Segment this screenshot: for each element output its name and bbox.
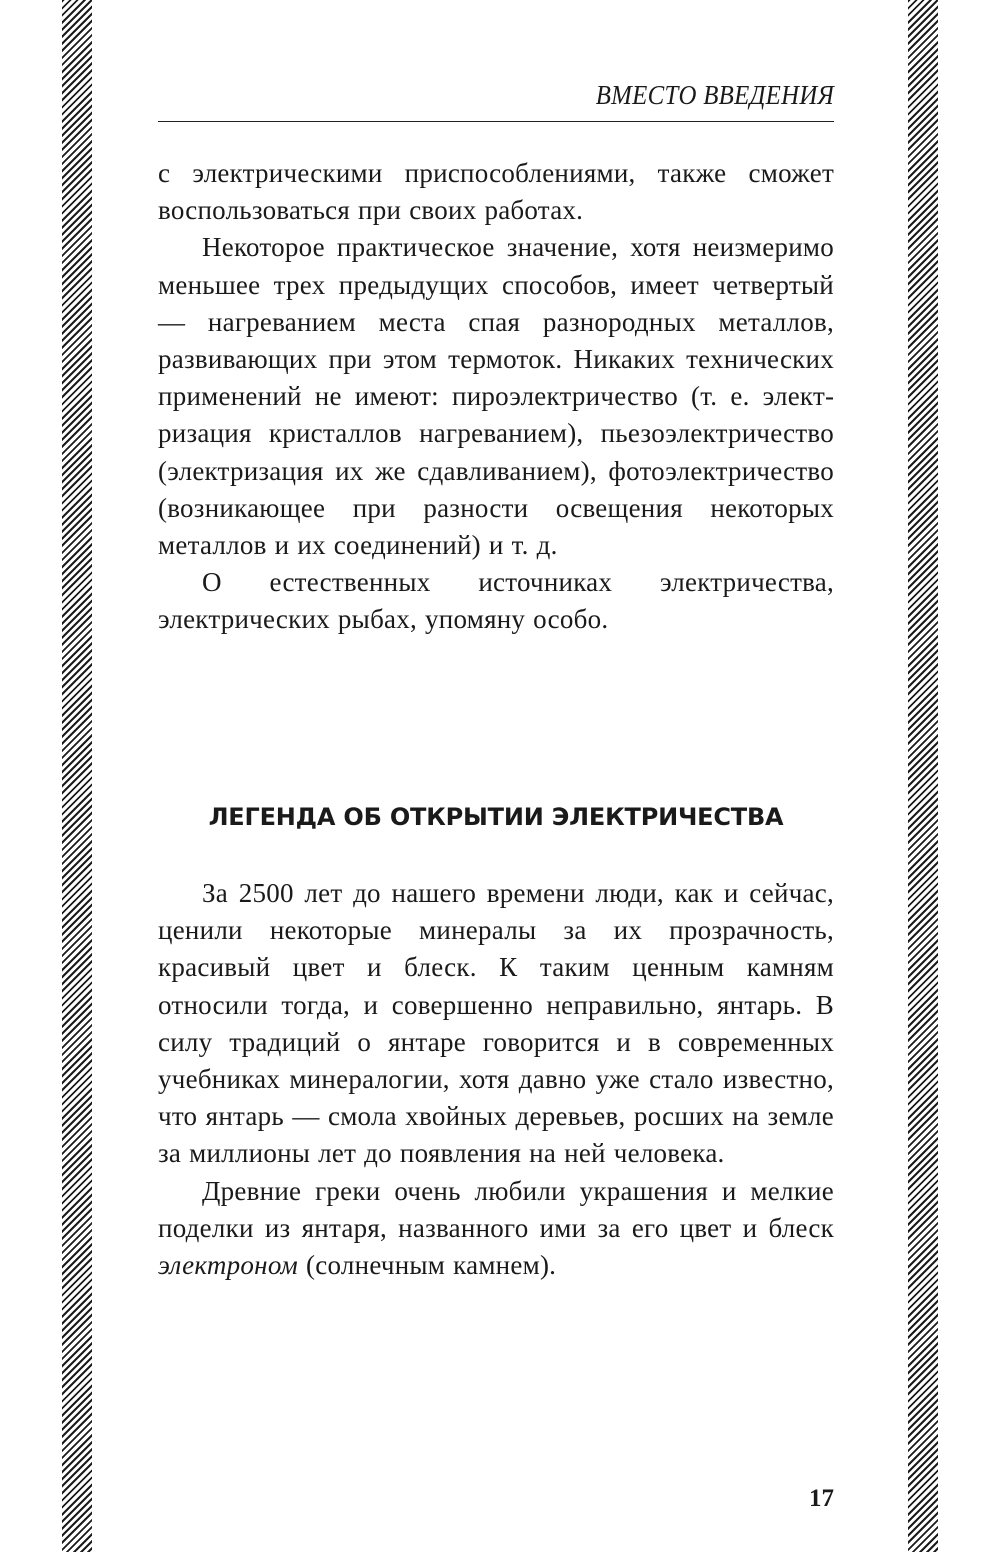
- decorative-border-right: [908, 0, 938, 1552]
- paragraph-text: (солнечным камнем).: [298, 1250, 557, 1281]
- emphasized-term: электроном: [158, 1250, 299, 1281]
- text-block-top: [158, 155, 834, 639]
- running-head-title: ВМЕСТО ВВЕДЕНИЯ: [595, 80, 834, 110]
- paragraph: О естественных источниках электричества, электрических рыбах, упомяну особо.: [158, 567, 834, 635]
- paragraph-with-emphasis: [158, 1173, 834, 1285]
- paragraph-text: Древние греки очень любили украшения и мелкие поделки из янтаря, названного ими за его цвет и блеск: [158, 1175, 834, 1243]
- paragraph: Некоторое практическое значение, хотя неизмеримо меньшее трех предыдущих способов, имеет четвертый — нагреванием места спая разнородных металлов, развивающих при этом термоток. Никаких технических применений не имеют: пироэлектричество (т. е. электризация кристаллов нагреванием), пьезоэлектричество (электризация их же сдавливанием), фотоэлектричество (возникающее при разности освещения некоторых металлов и их соединений) и т. д.: [158, 232, 834, 561]
- running-head: [158, 74, 834, 122]
- paragraph: За 2500 лет до нашего времени люди, как и сейчас, ценили некоторые минералы за их прозрачность, красивый цвет и блеск. К таким ценным камням относили тогда, и совершенно неправильно, янтарь. В силу традиций о янтаре говорится и в современных учебниках минералогии, хотя давно уже стало известно, что янтарь — смола хвойных деревьев, росших на земле за миллионы лет до появления на ней человека.: [158, 878, 834, 1169]
- page-number: 17: [809, 1485, 834, 1512]
- decorative-border-left: [62, 0, 92, 1552]
- paragraph-continuation: с электрическими приспособлениями, также сможет воспользоваться при своих работах.: [158, 158, 834, 226]
- section-heading: ЛЕГЕНДА ОБ ОТКРЫТИИ ЭЛЕКТРИЧЕСТВА: [208, 803, 784, 831]
- text-block-bottom: [158, 875, 834, 1284]
